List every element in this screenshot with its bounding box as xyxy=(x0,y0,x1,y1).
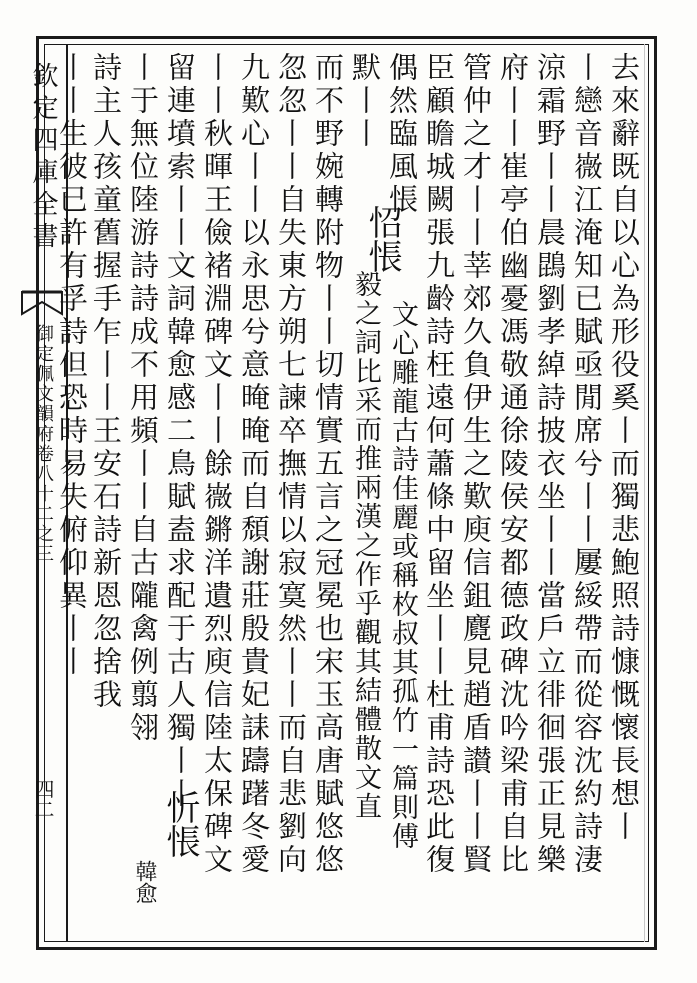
text-column-3: 涼霜野丨丨晨鵾劉孝綽詩披衣坐丨丨當戶立徘徊張正見樂 xyxy=(533,52,567,877)
inset-annotation-left: 毅之詞比采而推兩漢之作乎觀其結體散文直 xyxy=(350,270,381,821)
text-column-10: 忽忽丨丨自失東方朔七諫卒撫情以寂寞然丨丨而自悲劉向 xyxy=(274,52,308,877)
column-divider xyxy=(644,44,645,942)
text-column-7: 偶然臨風悵 xyxy=(385,52,419,217)
closing-author: 韓愈 xyxy=(132,860,157,904)
text-column-14: 丨于無位陸游詩詩成不用頻丨丨自古隴禽例翦翎 xyxy=(126,52,160,745)
volume-subtitle: 御定佩文韻府卷八十二之三 xyxy=(33,324,54,564)
text-column-9: 而不野婉轉附物丨丨切情實五言之冠冕也宋玉高唐賦悠悠 xyxy=(311,52,345,877)
page-number: 四二 xyxy=(31,779,55,819)
text-column-16: 丨丨生彼已許有孚詩但恐時易失俯仰異丨丨 xyxy=(55,52,89,679)
text-column-8: 默丨丨 xyxy=(348,52,382,151)
heading-word: 怊悵 xyxy=(362,205,402,273)
book-title: 欽定四庫全書 xyxy=(28,62,58,254)
inset-annotation-right: 文心雕龍古詩佳麗或稱枚叔其孤竹一篇則傅 xyxy=(387,300,418,851)
text-column-6: 臣顧瞻城闕張九齡詩枉遠何蕭條中留坐丨丨杜甫詩恐此復 xyxy=(422,52,456,877)
text-column-5: 管仲之才丨丨莘郊久負伊生之歎庾信鉏麑見趙盾讃丨丨賢 xyxy=(459,52,493,877)
text-column-4: 府丨丨崔亭伯幽憂馮敬通徐陵侯安都德政碑沈吟梁甫自比 xyxy=(496,52,530,877)
text-column-12: 丨丨秋暉王儉褚淵碑文丨丨餘嶶鏘洋遺烈庾信陸太保碑文 xyxy=(200,52,234,877)
text-column-1: 去來辭既自以心為形役奚丨而獨悲鮑照詩慷慨懷長想丨 xyxy=(607,52,641,844)
text-column-15: 詩主人孩童舊握手乍丨丨王安石詩新恩忽捨我 xyxy=(89,52,123,712)
text-column-2: 丨戀音嶶江淹知已賦亟閒席兮丨丨屢綏帶而從容沈約詩淒 xyxy=(570,52,604,877)
text-column-11: 九歎心丨丨以永思兮意晻晻而自頹謝莊殷貴妃誄躊躇冬愛 xyxy=(237,52,271,877)
closing-heading-word: 忻悵 xyxy=(160,790,200,858)
text-column-13: 留連墳索丨丨文詞韓愈感二鳥賦盍求配于古人獨丨丨 xyxy=(163,52,197,811)
